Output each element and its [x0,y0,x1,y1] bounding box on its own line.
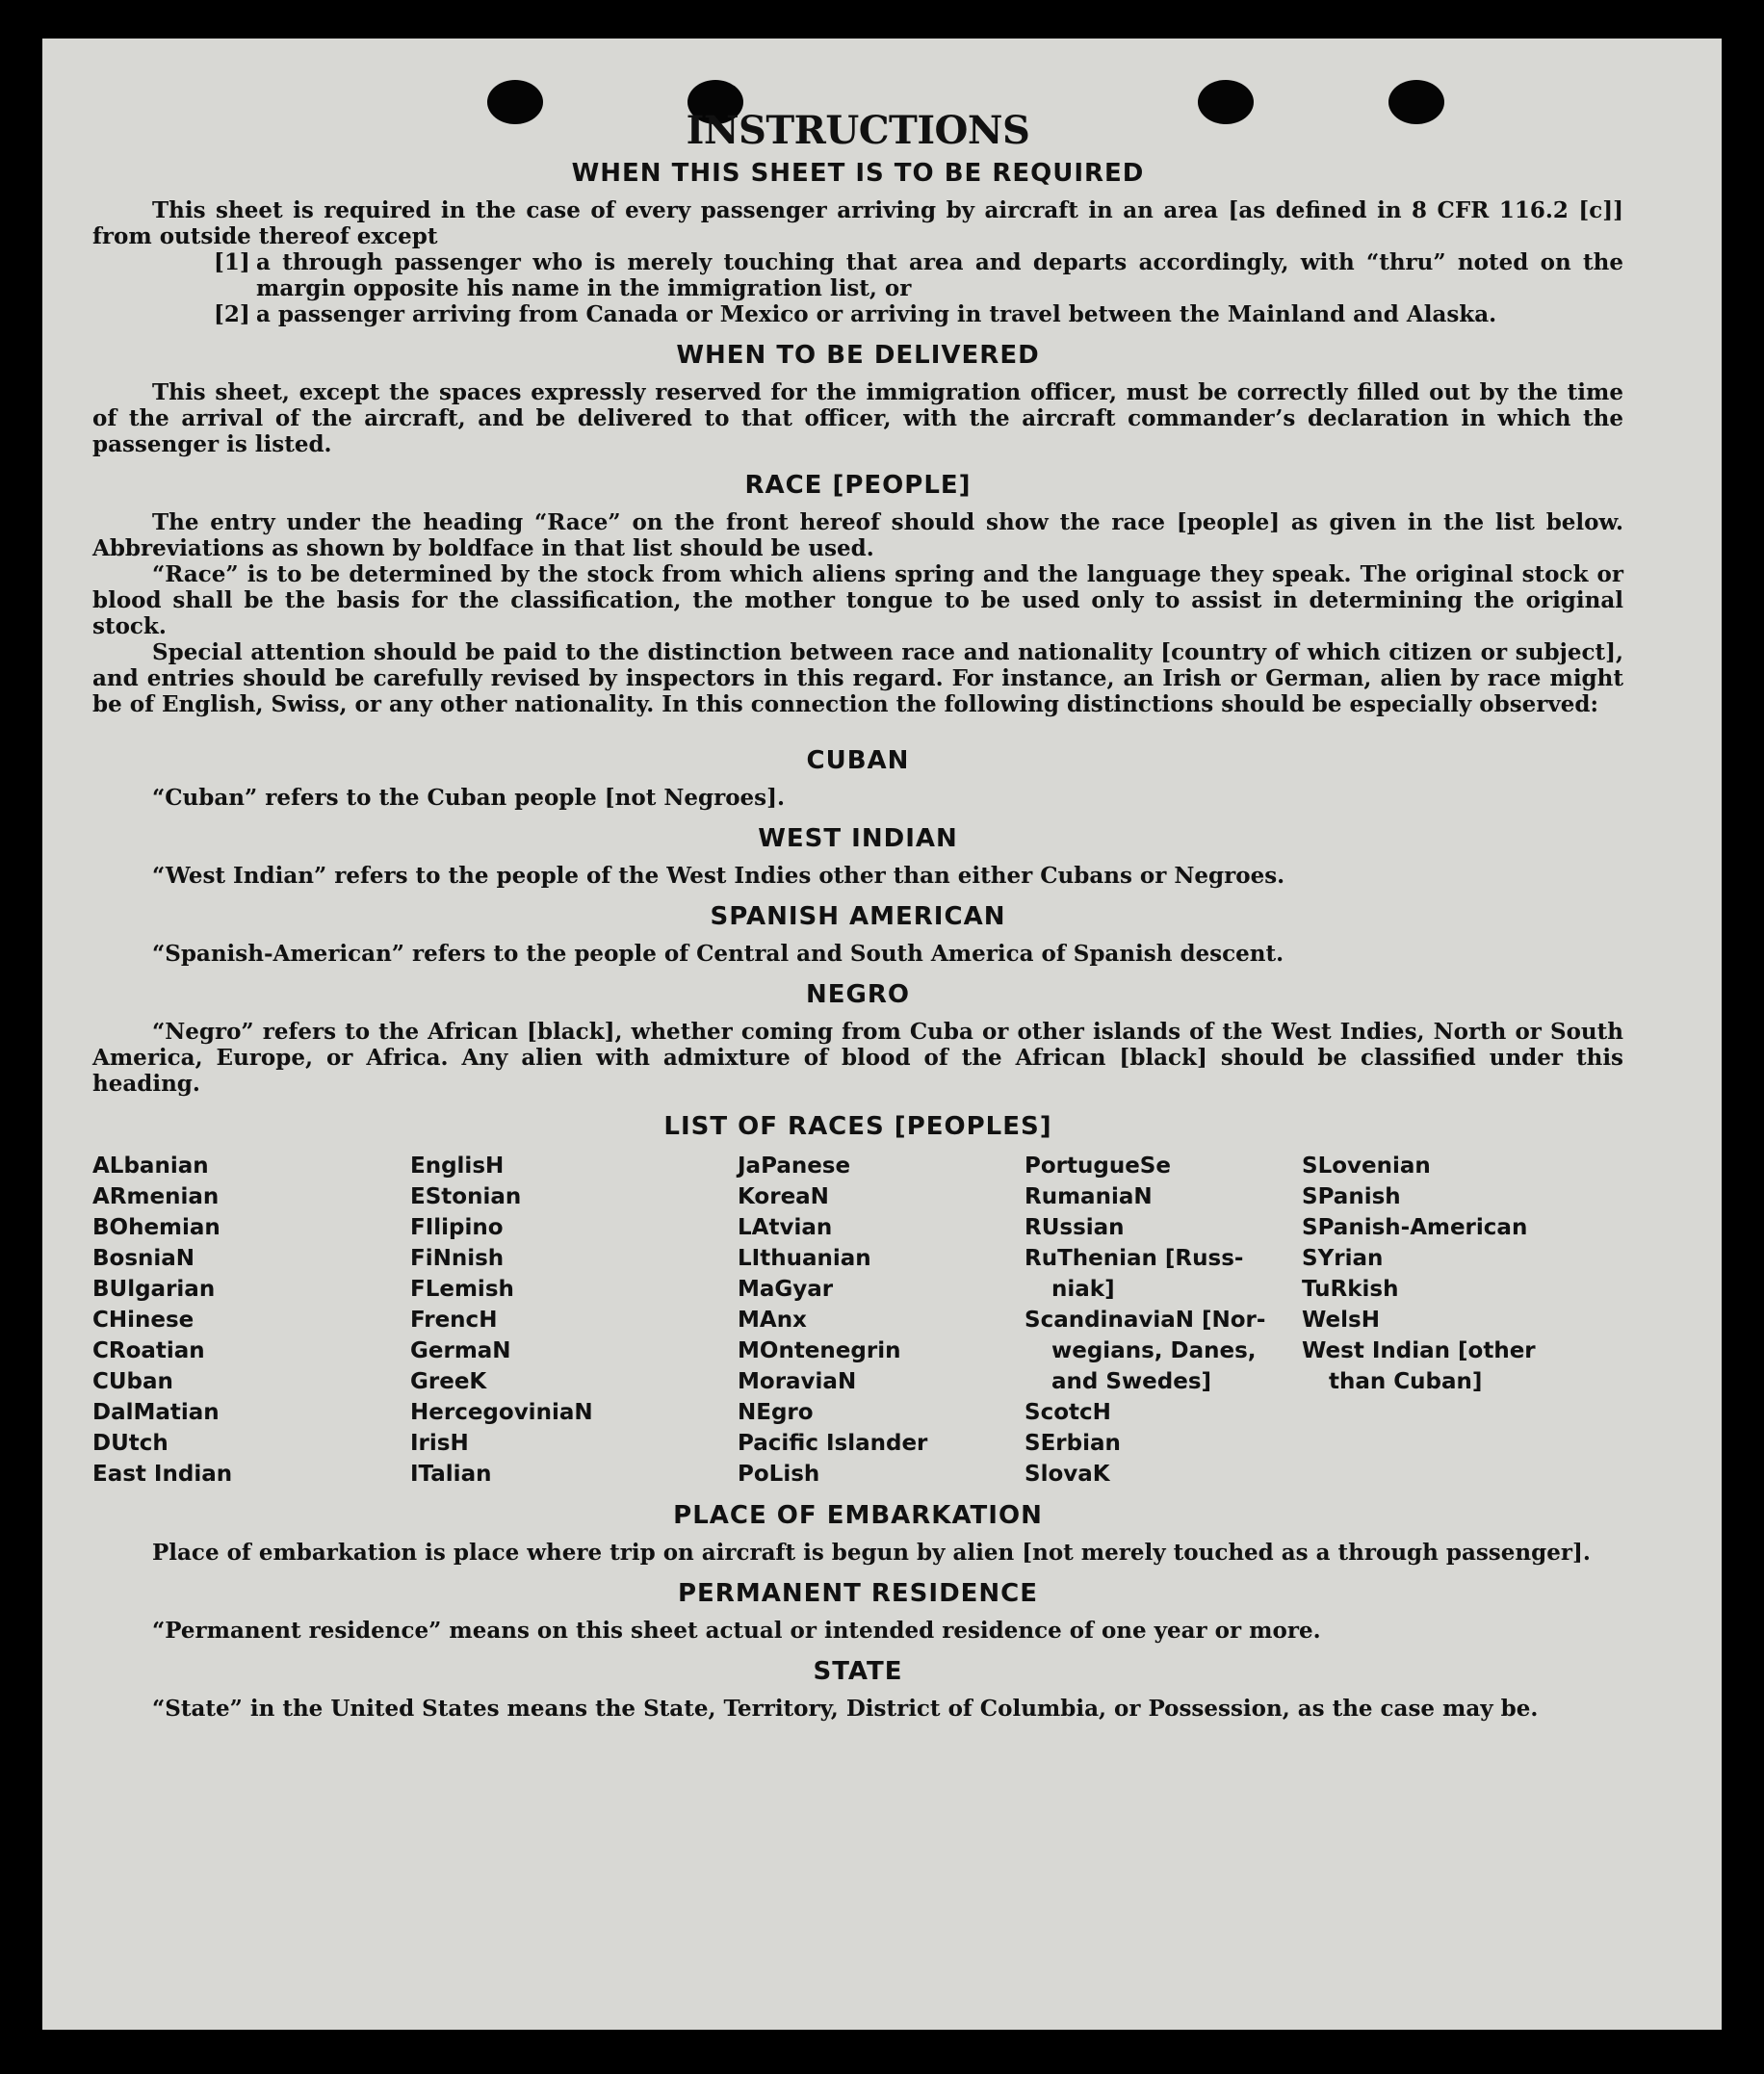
race-entry: TuRkish [1302,1277,1399,1302]
race-entry: CHinese [92,1308,195,1333]
race-entry: SYrian [1302,1246,1384,1271]
section-heading-cuban: CUBAN [806,746,910,775]
west-indian-text: “West Indian” refers to the people of the West Indies other than either Cubans or Negroes. [152,863,1285,889]
race-entry: PortugueSe [1025,1154,1171,1179]
race-entry: DUtch [92,1431,169,1456]
race-entry: WelsH [1302,1308,1380,1333]
race-entry: RumaniaN [1025,1184,1153,1209]
race-entry: CUban [92,1369,173,1394]
race-entry: LAtvian [738,1215,833,1240]
race-entry: EStonian [410,1184,522,1209]
race-entry: JaPanese [738,1154,851,1179]
state-text: “State” in the United States means the State, Territory, District of Columbia, or Possession, as the case may be. [152,1696,1539,1722]
race-entry: GreeK [410,1369,487,1394]
race-entry: BUlgarian [92,1277,216,1302]
race-entry: MaGyar [738,1277,834,1302]
race-entry: HercegoviniaN [410,1400,593,1425]
exception-item-2 [92,301,1623,327]
race-entry: SLovenian [1302,1154,1431,1179]
race-entry: FiNnish [410,1246,505,1271]
race-entry: FIlipino [410,1215,504,1240]
residence-text: “Permanent residence” means on this sheet actual or intended residence of one year or more. [152,1618,1321,1644]
race-entry: IrisH [410,1431,469,1456]
negro-text: “Negro” refers to the African [black], whether coming from Cuba or other islands of the West Indies, North or South America, Europe, or Africa. Any alien with admixture of blood of the African [black] should be classified under this heading. [92,1019,1623,1097]
spanish-american-text: “Spanish-American” refers to the people of Central and South America of Spanish descent. [152,941,1284,967]
race-entry: ITalian [410,1462,492,1487]
race-entry: DalMatian [92,1400,220,1425]
section-heading-state: STATE [813,1657,903,1686]
race-entry: ARmenian [92,1184,220,1209]
race-entry-continuation: wegians, Danes, [1051,1338,1257,1363]
page-title: INSTRUCTIONS [686,108,1030,153]
race-entry: CRoatian [92,1338,205,1363]
race-entry: SErbian [1025,1431,1121,1456]
races-column-5 [1302,1151,1591,1490]
race-entry: Pacific Islander [738,1431,928,1456]
race-entry: MAnx [738,1308,807,1333]
race-entry: LIthuanian [738,1246,871,1271]
races-list [92,1151,1623,1490]
race-entry: NEgro [738,1400,814,1425]
section-heading-race: RACE [PEOPLE] [744,471,972,500]
races-column-1 [92,1151,410,1490]
race-entry: SPanish [1302,1184,1401,1209]
race-entry: RUssian [1025,1215,1125,1240]
race-entry: SPanish-American [1302,1215,1528,1240]
race-entry: MoraviaN [738,1369,857,1394]
section-heading-delivered: WHEN TO BE DELIVERED [676,341,1040,370]
race-entry: BosniaN [92,1246,195,1271]
race-entry-continuation: and Swedes] [1051,1369,1212,1394]
race-paragraph-1: The entry under the heading “Race” on the front hereof should show the race [people] as given in the list below. Abbreviations as shown by boldface in that list should be used. [92,509,1623,561]
instructions-body [92,108,1623,1722]
section-heading-residence: PERMANENT RESIDENCE [677,1579,1039,1608]
required-intro: This sheet is required in the case of every passenger arriving by aircraft in an area [as defined in 8 CFR 116.2 [c]] from outside thereof except [92,197,1623,249]
race-entry: KoreaN [738,1184,829,1209]
cuban-text: “Cuban” refers to the Cuban people [not Negroes]. [152,785,786,811]
race-entry: East Indian [92,1462,233,1487]
races-column-4 [1025,1151,1302,1490]
race-paragraph-3: Special attention should be paid to the distinction between race and nationality [country of which citizen or subject], and entries should be carefully revised by inspectors in this regard. For instance, an Irish or German, alien by race might be of English, Swiss, or any other nationality. In this connection the following distinctions should be especially observed: [92,639,1623,717]
section-heading-list-of-races: LIST OF RACES [PEOPLES] [663,1112,1052,1141]
race-entry: ScotcH [1025,1400,1111,1425]
race-entry: BOhemian [92,1215,220,1240]
race-entry: EnglisH [410,1154,505,1179]
races-column-2 [410,1151,738,1490]
race-entry: PoLish [738,1462,820,1487]
exception-number: [2] [214,301,250,327]
race-entry: FrencH [410,1308,498,1333]
races-column-3 [738,1151,1025,1490]
exception-number: [1] [214,249,250,275]
section-heading-negro: NEGRO [806,980,910,1009]
race-entry: FLemish [410,1277,514,1302]
exception-item-1 [92,249,1623,301]
race-entry: MOntenegrin [738,1338,901,1363]
race-entry: SlovaK [1025,1462,1110,1487]
race-paragraph-2: “Race” is to be determined by the stock from which aliens spring and the language they speak. The original stock or blood shall be the basis for the classification, the mother tongue to be used only to assist in determining the original stock. [92,561,1623,639]
race-entry: ScandinaviaN [Nor- [1025,1308,1266,1333]
section-heading-embarkation: PLACE OF EMBARKATION [673,1501,1043,1530]
race-entry: RuThenian [Russ- [1025,1246,1244,1271]
race-entry-continuation: than Cuban] [1329,1369,1483,1394]
section-heading-required: WHEN THIS SHEET IS TO BE REQUIRED [571,159,1145,188]
section-heading-west-indian: WEST INDIAN [758,824,958,853]
race-entry: GermaN [410,1338,511,1363]
embarkation-text: Place of embarkation is place where trip on aircraft is begun by alien [not merely touched as a through passenger]. [152,1540,1591,1566]
section-heading-spanish-american: SPANISH AMERICAN [710,902,1006,931]
delivered-text: This sheet, except the spaces expressly reserved for the immigration officer, must be correctly filled out by the time of the arrival of the aircraft, and be delivered to that officer, with the aircraft commander’s declaration in which the passenger is listed. [92,379,1623,457]
race-entry-continuation: niak] [1051,1277,1115,1302]
race-entry: West Indian [other [1302,1338,1536,1363]
exception-text: a through passenger who is merely touching that area and departs accordingly, with “thru” noted on the margin opposite his name in the immigration list, or [256,249,1623,301]
exception-text: a passenger arriving from Canada or Mexico or arriving in travel between the Mainland and Alaska. [256,301,1497,327]
race-entry: ALbanian [92,1154,209,1179]
